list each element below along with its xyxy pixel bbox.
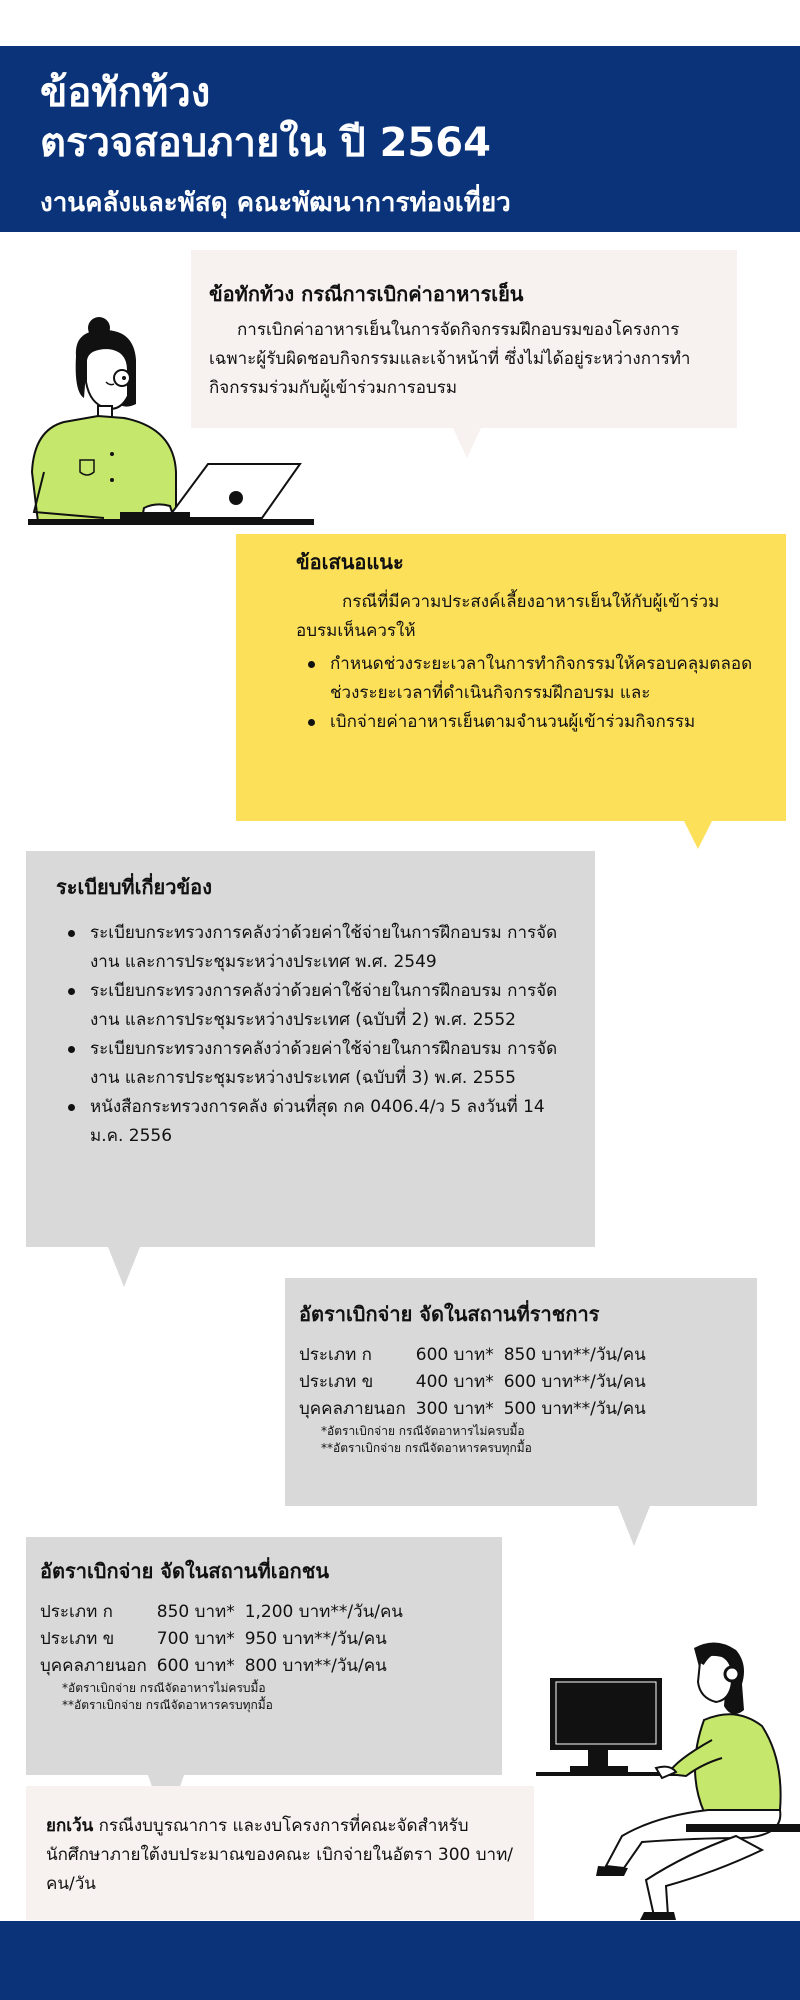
exception-lead: ยกเว้น: [46, 1816, 94, 1836]
gov-rates-title: อัตราเบิกจ่าย จัดในสถานที่ราชการ: [299, 1302, 600, 1326]
regulations-list: [56, 919, 567, 1151]
rate-note: *อัตราเบิกจ่าย กรณีจัดอาหารไม่ครบมื้อ: [321, 1424, 525, 1438]
rate-note: **อัตราเบิกจ่าย กรณีจัดอาหารครบทุกมื้อ: [62, 1698, 273, 1712]
list-item: เบิกจ่ายค่าอาหารเย็นตามจำนวนผู้เข้าร่วมกิจกรรม: [296, 708, 756, 737]
suggestion-list: [296, 650, 756, 737]
suggestion-title: ข้อเสนอแนะ: [296, 550, 404, 574]
objection-box: [191, 250, 737, 428]
list-item: ระเบียบกระทรวงการคลังว่าด้วยค่าใช้จ่ายในการฝึกอบรม การจัดงาน และการประชุมระหว่างประเทศ (ฉบับที่ 3) พ.ศ. 2555: [56, 1035, 567, 1093]
gov-rates-table: [299, 1342, 656, 1423]
gov-rates-box: [285, 1278, 757, 1506]
table-row: บุคคลภายนอก 300 บาท* 500 บาท**/วัน/คน: [299, 1399, 646, 1419]
private-rates-table: [40, 1599, 413, 1680]
page-subtitle: งานคลังและพัสดุ คณะพัฒนาการท่องเที่ยว: [40, 188, 511, 218]
page-title-line1: ข้อทักท้วง: [40, 70, 211, 116]
table-row: ประเภท ข 400 บาท* 600 บาท**/วัน/คน: [299, 1372, 646, 1392]
list-item: ระเบียบกระทรวงการคลังว่าด้วยค่าใช้จ่ายในการฝึกอบรม การจัดงาน และการประชุมระหว่างประเทศ พ.ศ. 2549: [56, 919, 567, 977]
private-rates-title: อัตราเบิกจ่าย จัดในสถานที่เอกชน: [40, 1559, 329, 1583]
exception-text: [46, 1812, 514, 1899]
speech-tail: [108, 1247, 140, 1287]
regulations-box: [26, 851, 595, 1247]
table-row: ประเภท ก 850 บาท* 1,200 บาท**/วัน/คน: [40, 1602, 403, 1622]
page-title-line2: ตรวจสอบภายใน ปี 2564: [40, 120, 491, 166]
private-rates-box: [26, 1537, 502, 1775]
list-item: กำหนดช่วงระยะเวลาในการทำกิจกรรมให้ครอบคลุมตลอดช่วงระยะเวลาที่ดำเนินกิจกรรมฝึกอบรม และ: [296, 650, 756, 708]
woman-desktop-illustration: [536, 1640, 800, 1922]
objection-body: การเบิกค่าอาหารเย็นในการจัดกิจกรรมฝึกอบรมของโครงการ เฉพาะผู้รับผิดชอบกิจกรรมและเจ้าหน้าที่ ซึ่งไม่ได้อยู่ระหว่างการทำกิจกรรมร่วมกับผู้เข้าร่วมการอบรม: [209, 320, 691, 398]
objection-title: ข้อทักท้วง กรณีการเบิกค่าอาหารเย็น: [209, 282, 524, 306]
rate-note: *อัตราเบิกจ่าย กรณีจัดอาหารไม่ครบมื้อ: [62, 1681, 266, 1695]
rate-note: **อัตราเบิกจ่าย กรณีจัดอาหารครบทุกมื้อ: [321, 1441, 532, 1455]
speech-tail: [684, 821, 712, 849]
table-row: ประเภท ก 600 บาท* 850 บาท**/วัน/คน: [299, 1345, 646, 1365]
exception-body: กรณีงบบูรณาการ และงบโครงการที่คณะจัดสำหรับนักศึกษาภายใต้งบประมาณของคณะ เบิกจ่ายในอัตรา 300 บาท/คน/วัน: [46, 1816, 514, 1894]
table-row: บุคคลภายนอก 600 บาท* 800 บาท**/วัน/คน: [40, 1656, 387, 1676]
header-banner: [0, 46, 800, 232]
table-row: ประเภท ข 700 บาท* 950 บาท**/วัน/คน: [40, 1629, 387, 1649]
speech-tail: [453, 428, 481, 458]
speech-tail: [618, 1506, 650, 1546]
regulations-title: ระเบียบที่เกี่ยวข้อง: [56, 875, 212, 899]
exception-box: [26, 1786, 534, 1920]
suggestion-intro: กรณีที่มีความประสงค์เลี้ยงอาหารเย็นให้กับผู้เข้าร่วมอบรมเห็นควรให้: [296, 592, 720, 641]
suggestion-box: [236, 534, 786, 821]
list-item: ระเบียบกระทรวงการคลังว่าด้วยค่าใช้จ่ายในการฝึกอบรม การจัดงาน และการประชุมระหว่างประเทศ (ฉบับที่ 2) พ.ศ. 2552: [56, 977, 567, 1035]
footer-bar: [0, 1921, 800, 2000]
list-item: หนังสือกระทรวงการคลัง ด่วนที่สุด กค 0406.4/ว 5 ลงวันที่ 14 ม.ค. 2556: [56, 1093, 567, 1151]
